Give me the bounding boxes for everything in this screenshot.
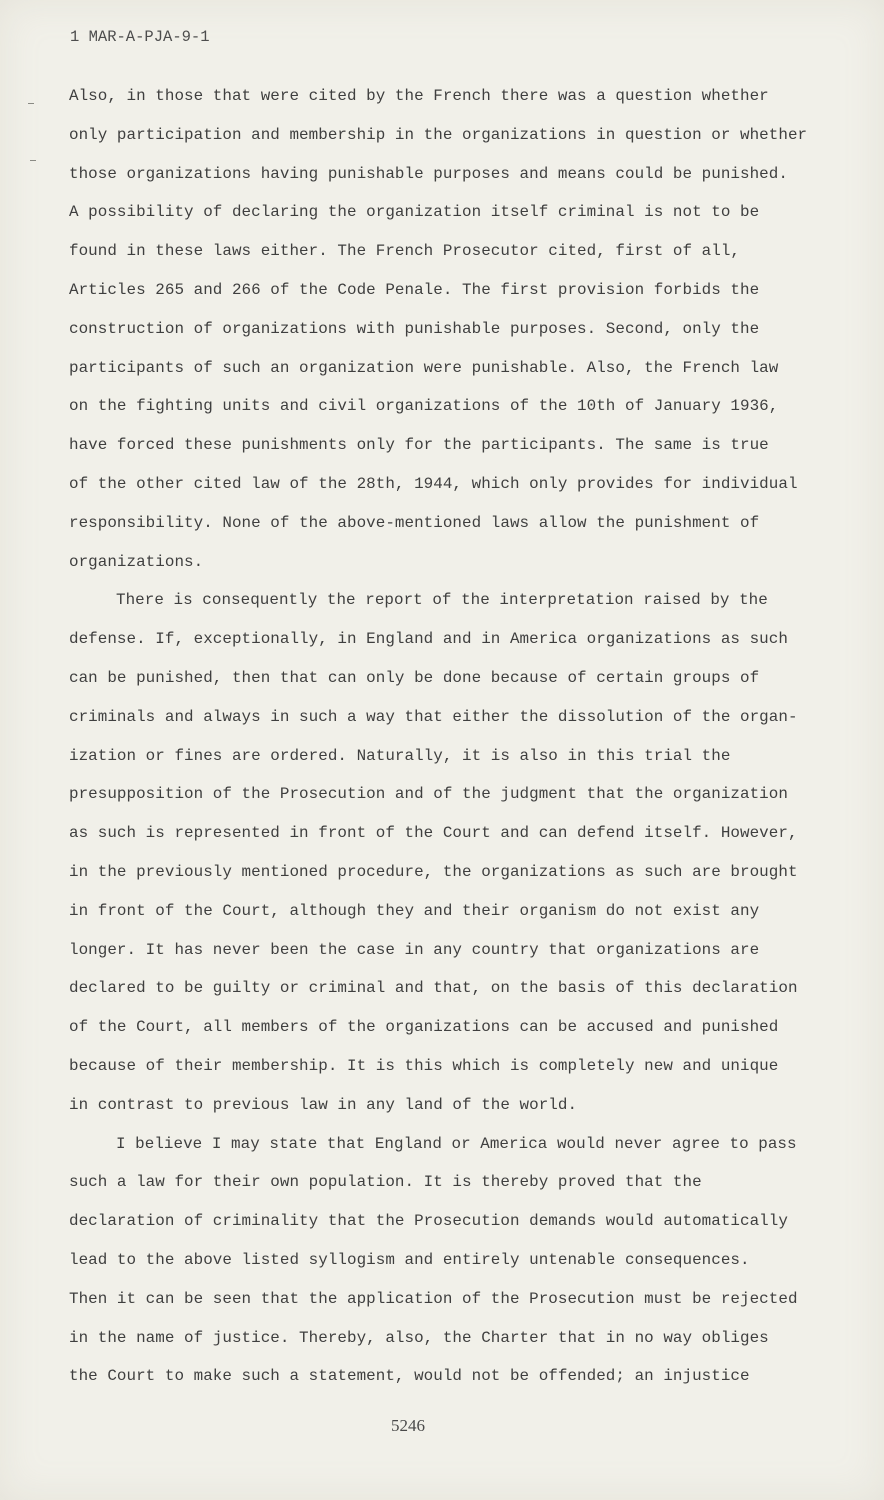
text-line: There is consequently the report of the interpretation raised by the (116, 591, 768, 610)
document-header-label: 1 MAR-A-PJA-9-1 (70, 28, 210, 46)
page-number: 5246 (391, 1416, 425, 1435)
text-line: of the other cited law of the 28th, 1944, which only provides for individual (69, 474, 798, 493)
text-line: A possibility of declaring the organization itself criminal is not to be (69, 203, 760, 222)
margin-mark (30, 160, 36, 161)
document-body (69, 84, 859, 1403)
text-line: ization or fines are ordered. Naturally, it is also in this trial the (69, 746, 731, 765)
text-line: on the fighting units and civil organizations of the 10th of January 1936, (69, 397, 779, 416)
text-line: such a law for their own population. It is thereby proved that the (69, 1173, 702, 1192)
text-line: responsibility. None of the above-mentioned laws allow the punishment of (69, 513, 760, 532)
text-line: in front of the Court, although they and their organism do not exist any (69, 901, 760, 920)
text-line: presupposition of the Prosecution and of the judgment that the organization (69, 785, 788, 804)
margin-mark (28, 103, 34, 104)
text-line: of the Court, all members of the organizations can be accused and punished (69, 1018, 779, 1037)
text-line: as such is represented in front of the Court and can defend itself. However, (69, 824, 798, 843)
text-line: only participation and membership in the organizations in question or whether (69, 125, 808, 144)
text-line: lead to the above listed syllogism and entirely untenable consequences. (69, 1250, 750, 1269)
text-line: defense. If, exceptionally, in England and in America organizations as such (69, 630, 788, 649)
text-line: those organizations having punishable purposes and means could be punished. (69, 164, 788, 183)
text-line: Then it can be seen that the application of the Prosecution must be rejected (69, 1289, 798, 1308)
text-line: organizations. (69, 552, 204, 571)
text-line: in the previously mentioned procedure, the organizations as such are brought (69, 862, 798, 881)
text-line: criminals and always in such a way that either the dissolution of the organ- (69, 707, 798, 726)
text-line: longer. It has never been the case in any country that organizations are (69, 940, 760, 959)
text-line: in the name of justice. Thereby, also, the Charter that in no way obliges (69, 1328, 769, 1347)
text-line: can be punished, then that can only be done because of certain groups of (69, 668, 760, 687)
text-line: Also, in those that were cited by the French there was a question whether (69, 87, 769, 105)
text-line: construction of organizations with punishable purposes. Second, only the (69, 319, 760, 338)
text-line: because of their membership. It is this which is completely new and unique (69, 1056, 779, 1075)
text-line: declared to be guilty or criminal and that, on the basis of this declaration (69, 979, 798, 998)
text-line: declaration of criminality that the Prosecution demands would automatically (69, 1212, 788, 1231)
text-line: I believe I may state that England or America would never agree to pass (116, 1134, 797, 1153)
text-line: in contrast to previous law in any land of the world. (69, 1095, 578, 1114)
text-line: have forced these punishments only for the participants. The same is true (69, 436, 769, 455)
text-line: participants of such an organization were punishable. Also, the French law (69, 358, 779, 377)
text-line: Articles 265 and 266 of the Code Penale. The first provision forbids the (69, 280, 760, 299)
text-line: the Court to make such a statement, would not be offended; an injustice (69, 1367, 750, 1386)
text-line: found in these laws either. The French Prosecutor cited, first of all, (69, 242, 741, 261)
